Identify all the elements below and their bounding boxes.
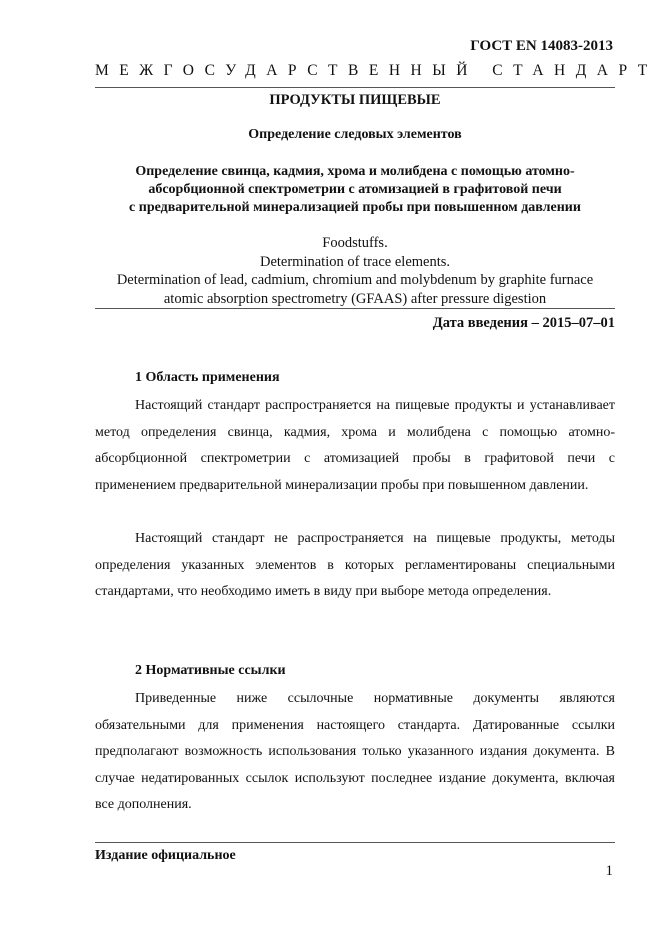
title-line: абсорбционной спектрометрии с атомизацией в графитовой печи: [148, 182, 562, 197]
english-title-line: Determination of trace elements.: [259, 253, 451, 270]
scope-paragraph-2: Настоящий стандарт не распространяется на пищевые продукты, методы определения указанных элементов в которых регламентированы специальными стандартами, что необходимо иметь в виду при выборе метода определения.: [95, 531, 615, 599]
scope-paragraph-1: Настоящий стандарт распространяется на пищевые продукты и устанавливает метод определения свинца, кадмия, хрома и молибдена с помощью атомно-абсорбционной спектрометрии с атомизацией пробы в графитовой печи с применением предварительной минерализации пробы при повышенном давлении.: [95, 398, 615, 493]
section-heading-scope: 1 Область применения: [135, 370, 280, 385]
document-title: [95, 163, 615, 217]
title-line: с предварительной минерализацией пробы при повышенном давлении: [129, 200, 581, 215]
introduction-date: Дата введения – 2015–07–01: [432, 315, 615, 331]
document-subtitle: Определение следовых элементов: [248, 127, 462, 142]
standard-type: МЕЖГОСУДАРСТВЕННЫЙ СТАНДАРТ: [95, 62, 658, 79]
footer-divider: [95, 842, 615, 843]
references-paragraph-1: Приведенные ниже ссылочные нормативные документы являются обязательными для применения настоящего стандарта. Датированные ссылки предполагают возможность использования только указанного издания документа. В случае недатированных ссылок используют последнее издание документа, включая все дополнения.: [95, 691, 615, 812]
header-divider: [95, 87, 615, 88]
page-number: 1: [605, 863, 613, 879]
official-edition-label: Издание официальное: [95, 848, 236, 863]
title-line: Определение свинца, кадмия, хрома и молибдена с помощью атомно-: [135, 164, 575, 179]
english-title: [90, 234, 620, 308]
english-title-line: Foodstuffs.: [322, 235, 388, 251]
english-title-line: atomic absorption spectrometry (GFAAS) after pressure digestion: [163, 290, 547, 307]
standard-code: ГОСТ EN 14083-2013: [470, 38, 613, 54]
section-heading-references: 2 Нормативные ссылки: [135, 663, 286, 678]
document-category: ПРОДУКТЫ ПИЩЕВЫЕ: [269, 92, 441, 108]
english-title-line: Determination of lead, cadmium, chromium and molybdenum by graphite furnace: [116, 272, 594, 288]
title-divider: [95, 308, 615, 309]
